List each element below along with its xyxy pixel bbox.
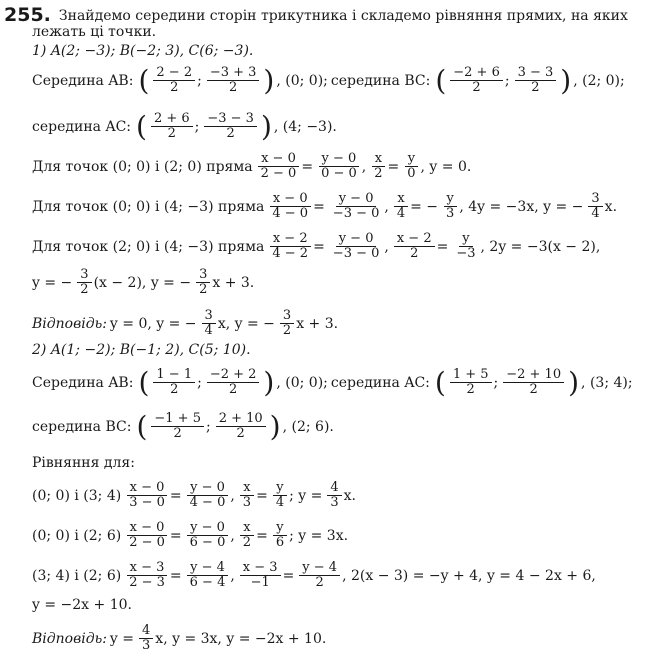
denominator: 0 − 0 [321, 166, 357, 182]
line3b-end: x + 3. [212, 274, 255, 291]
part2-label: 2) A(1; −2); B(−1; 2), C(5; 10). [32, 342, 251, 358]
mid-ac-label: середина AC: [330, 374, 430, 391]
mid-bc-result: , (2; 0); [573, 72, 625, 89]
comma: , [230, 527, 235, 544]
eq1-label: (0; 0) і (3; 4) [32, 487, 122, 504]
fraction [126, 481, 168, 511]
denominator: 6 [275, 535, 285, 551]
part1-midpoints-row [32, 63, 628, 97]
denominator: 2 [228, 80, 238, 96]
denominator: 2 [466, 382, 475, 398]
answer-b: x, y = 3x, y = −2x + 10. [155, 630, 327, 647]
fraction [207, 368, 260, 398]
numerator: 3 [588, 192, 602, 207]
denominator: 3 [242, 495, 252, 511]
denominator: 2 [529, 382, 538, 398]
fraction [371, 152, 385, 182]
statement-line-2: лежать ці точки. [32, 24, 157, 40]
denominator: 2 [315, 575, 324, 591]
fraction [450, 66, 503, 96]
denominator: 2 [374, 166, 383, 182]
numerator: x − 0 [270, 192, 311, 207]
mid-ab-result: , (0; 0); [276, 72, 328, 89]
line2-mid: , 4y = −3x, y = − [459, 198, 584, 215]
fraction [240, 521, 254, 551]
line3-label: Для точок (2; 0) і (4; −3) пряма [32, 238, 265, 255]
fraction [204, 112, 257, 142]
fraction [588, 192, 602, 222]
fraction [258, 152, 300, 182]
fraction [273, 521, 287, 551]
equals: = [256, 487, 268, 504]
fraction [450, 368, 492, 398]
bracket-left: ( [138, 365, 150, 399]
statement-line-1: Знайдемо середини сторін трикутника і складемо рівняння прямих, на яких [58, 7, 628, 24]
denominator: 4 [204, 323, 213, 339]
denominator: 2 − 0 [260, 166, 297, 182]
equals: = [301, 158, 314, 175]
line1-row [32, 152, 474, 182]
denominator: 2 [80, 282, 89, 298]
numerator: y − 4 [187, 561, 228, 576]
answer-a: y = [109, 630, 135, 647]
numerator: x − 3 [240, 561, 281, 576]
part2-answer-row [32, 624, 329, 654]
line3b-pre: y = − [32, 274, 73, 291]
part2-label-row [32, 343, 254, 357]
denominator: 4 − 2 [272, 246, 309, 262]
denominator: 4 − 0 [189, 495, 226, 511]
denominator: 2 [531, 80, 540, 96]
numerator: −2 + 10 [503, 368, 564, 383]
equals: = [313, 198, 325, 215]
numerator: x − 2 [394, 232, 435, 247]
fraction [327, 481, 341, 511]
bracket-left: ( [136, 409, 148, 443]
eq1-mid: ; y = [289, 487, 323, 504]
denominator: 2 [167, 126, 176, 142]
fraction [299, 561, 340, 591]
numerator: y − 0 [187, 521, 228, 536]
denominator: 2 [242, 535, 252, 551]
numerator: x − 0 [258, 152, 299, 167]
denominator: 2 [226, 126, 235, 142]
semicolon: ; [197, 72, 202, 89]
numerator: y − 0 [319, 152, 360, 167]
mid-bc-label: середина BC: [330, 72, 431, 89]
fraction [240, 561, 281, 591]
semicolon: ; [194, 118, 200, 135]
bracket-right: ) [269, 409, 281, 443]
numerator: 2 + 6 [151, 112, 193, 127]
numerator: 4 [139, 624, 153, 639]
denominator: 4 [275, 495, 285, 511]
fraction [394, 192, 408, 222]
denominator: 4 [591, 206, 600, 222]
denominator: 2 [410, 246, 419, 262]
fraction [77, 268, 91, 298]
denominator: 2 [236, 426, 245, 442]
answer-label: Відповідь: [32, 630, 107, 647]
eq3-label: (3; 4) і (2; 6) [32, 567, 122, 584]
fraction [153, 66, 195, 96]
numerator: y − 0 [336, 192, 377, 207]
line3-row [32, 232, 603, 262]
denominator: 2 [170, 382, 179, 398]
eq3-row [32, 561, 599, 591]
eq-heading-row [32, 456, 138, 470]
denominator: 2 [228, 382, 238, 398]
numerator: 2 − 2 [153, 66, 195, 81]
fraction [126, 521, 168, 551]
denominator: 3 − 0 [129, 495, 165, 511]
numerator: 1 + 5 [450, 368, 492, 383]
fraction [273, 481, 287, 511]
line2-label: Для точок (0; 0) і (4; −3) пряма [32, 198, 265, 215]
comma: , [230, 487, 235, 504]
bracket-left: ( [138, 63, 150, 97]
fraction [187, 521, 229, 551]
denominator: 0 [407, 166, 416, 182]
denominator: 6 − 0 [189, 535, 226, 551]
equals: = − [410, 198, 439, 215]
eq3b-row [32, 598, 135, 612]
semicolon: ; [197, 374, 202, 391]
equals: = [169, 567, 182, 584]
eq2-label: (0; 0) і (2; 6) [32, 527, 122, 544]
fraction [330, 192, 383, 222]
semicolon: ; [205, 418, 211, 435]
denominator: 3 [142, 638, 151, 654]
denominator: 2 − 3 [129, 575, 165, 591]
semicolon: ; [504, 72, 510, 89]
part2-midpoints-row [32, 365, 636, 399]
fraction [202, 309, 216, 339]
problem-number: 255. [4, 4, 51, 26]
fraction [126, 561, 168, 591]
part1-mid-ac-row [32, 109, 340, 143]
fraction [151, 112, 193, 142]
denominator: −3 − 0 [332, 246, 380, 262]
fraction [394, 232, 435, 262]
line1-result: , y = 0. [420, 158, 472, 175]
fraction [280, 309, 294, 339]
answer-label: Відповідь: [32, 315, 107, 332]
equals: = [313, 238, 325, 255]
part1-label: 1) A(2; −3); B(−2; 3), C(6; −3). [32, 43, 254, 59]
numerator: x [372, 152, 385, 167]
mid-ac-label: середина AC: [32, 118, 131, 135]
numerator: −3 + 3 [207, 66, 260, 81]
fraction [187, 481, 229, 511]
numerator: −3 − 3 [204, 112, 257, 127]
line2-row [32, 192, 620, 222]
denominator: 2 [173, 426, 182, 442]
numerator: x [240, 481, 253, 496]
fraction [151, 412, 204, 442]
fraction [240, 481, 254, 511]
comma: , [384, 238, 389, 255]
equals: = [256, 527, 268, 544]
answer-b: x, y = − [217, 315, 275, 332]
numerator: y [273, 481, 286, 496]
bracket-right: ) [568, 365, 580, 399]
denominator: −1 [250, 575, 270, 591]
numerator: x − 0 [127, 521, 168, 536]
denominator: 3 [446, 206, 455, 222]
mid-ab-result: , (0; 0); [276, 374, 328, 391]
semicolon: ; [493, 374, 499, 391]
eq2-end: ; y = 3x. [289, 527, 349, 544]
bracket-right: ) [560, 63, 572, 97]
fraction [153, 368, 195, 398]
mid-ab-label: Середина AB: [32, 72, 134, 89]
numerator: x [240, 521, 253, 536]
bracket-left: ( [435, 63, 447, 97]
fraction [139, 624, 153, 654]
fraction [453, 232, 478, 262]
numerator: x − 3 [127, 561, 168, 576]
comma: , [361, 158, 367, 175]
denominator: 2 [472, 80, 481, 96]
numerator: 2 + 10 [216, 412, 266, 427]
part2-mid-bc-row [32, 409, 337, 443]
numerator: −1 + 5 [151, 412, 204, 427]
numerator: −2 + 2 [207, 368, 260, 383]
fraction [207, 66, 260, 96]
fraction [196, 268, 210, 298]
fraction [404, 152, 418, 182]
fraction [503, 368, 564, 398]
numerator: 1 − 1 [153, 368, 195, 383]
eq-heading: Рівняння для: [32, 455, 135, 471]
denominator: 2 [170, 80, 179, 96]
mid-ac-result: , (3; 4); [581, 374, 633, 391]
numerator: 3 [280, 309, 294, 324]
mid-bc-result: , (2; 6). [282, 418, 334, 435]
equals: = [169, 487, 182, 504]
numerator: y − 0 [336, 232, 377, 247]
fraction [269, 192, 311, 222]
denominator: 6 − 4 [189, 575, 226, 591]
bracket-left: ( [136, 109, 147, 143]
mid-bc-label: середина BC: [32, 418, 132, 435]
denominator: 2 − 0 [129, 535, 165, 551]
equals: = [282, 567, 295, 584]
denominator: 4 − 0 [272, 206, 309, 222]
answer-c: x + 3. [296, 315, 339, 332]
bracket-right: ) [263, 63, 275, 97]
eq3b: y = −2x + 10. [32, 597, 132, 613]
numerator: 3 [196, 268, 210, 283]
numerator: x [394, 192, 407, 207]
part1-label-row [32, 44, 256, 58]
line3-result: , 2y = −3(x − 2), [480, 238, 601, 255]
fraction [318, 152, 360, 182]
denominator: −3 − 0 [332, 206, 380, 222]
bracket-right: ) [260, 109, 272, 143]
eq3-end: , 2(x − 3) = −y + 4, y = 4 − 2x + 6, [342, 567, 596, 584]
numerator: 3 [202, 309, 216, 324]
comma: , [230, 567, 235, 584]
equals: = [169, 527, 182, 544]
denominator: 2 [282, 323, 292, 339]
comma: , [384, 198, 389, 215]
fraction [443, 192, 457, 222]
numerator: −2 + 6 [450, 66, 503, 81]
denominator: 2 [199, 282, 208, 298]
fraction [269, 232, 311, 262]
numerator: y − 0 [187, 481, 228, 496]
line2-end: x. [604, 198, 618, 215]
eq1-row [32, 481, 359, 511]
numerator: x − 2 [270, 232, 311, 247]
numerator: x − 0 [127, 481, 168, 496]
fraction [515, 66, 557, 96]
fraction [216, 412, 266, 442]
equals: = [387, 158, 400, 175]
equals: = [436, 238, 449, 255]
part1-answer-row [32, 309, 341, 339]
numerator: 3 − 3 [515, 66, 557, 81]
problem-header [4, 6, 631, 25]
denominator: 3 [330, 495, 339, 511]
eq2-row [32, 521, 351, 551]
numerator: y [405, 152, 418, 167]
statement-line-2-row [32, 25, 159, 39]
bracket-left: ( [434, 365, 446, 399]
numerator: y [273, 521, 286, 536]
numerator: y [459, 232, 472, 247]
fraction [330, 232, 383, 262]
denominator: 4 [396, 206, 406, 222]
line3b-mid: (x − 2), y = − [93, 274, 192, 291]
answer-a: y = 0, y = − [109, 315, 197, 332]
numerator: y − 4 [299, 561, 340, 576]
numerator: y [444, 192, 457, 207]
line3b-row [32, 268, 257, 298]
numerator: 3 [77, 268, 91, 283]
line1-label: Для точок (0; 0) і (2; 0) пряма [32, 158, 253, 175]
bracket-right: ) [263, 365, 275, 399]
numerator: 4 [327, 481, 341, 496]
eq1-end: x. [343, 487, 356, 504]
fraction [187, 561, 229, 591]
mid-ab-label: Середина AB: [32, 374, 134, 391]
mid-ac-result: , (4; −3). [273, 118, 337, 135]
denominator: −3 [456, 246, 476, 262]
